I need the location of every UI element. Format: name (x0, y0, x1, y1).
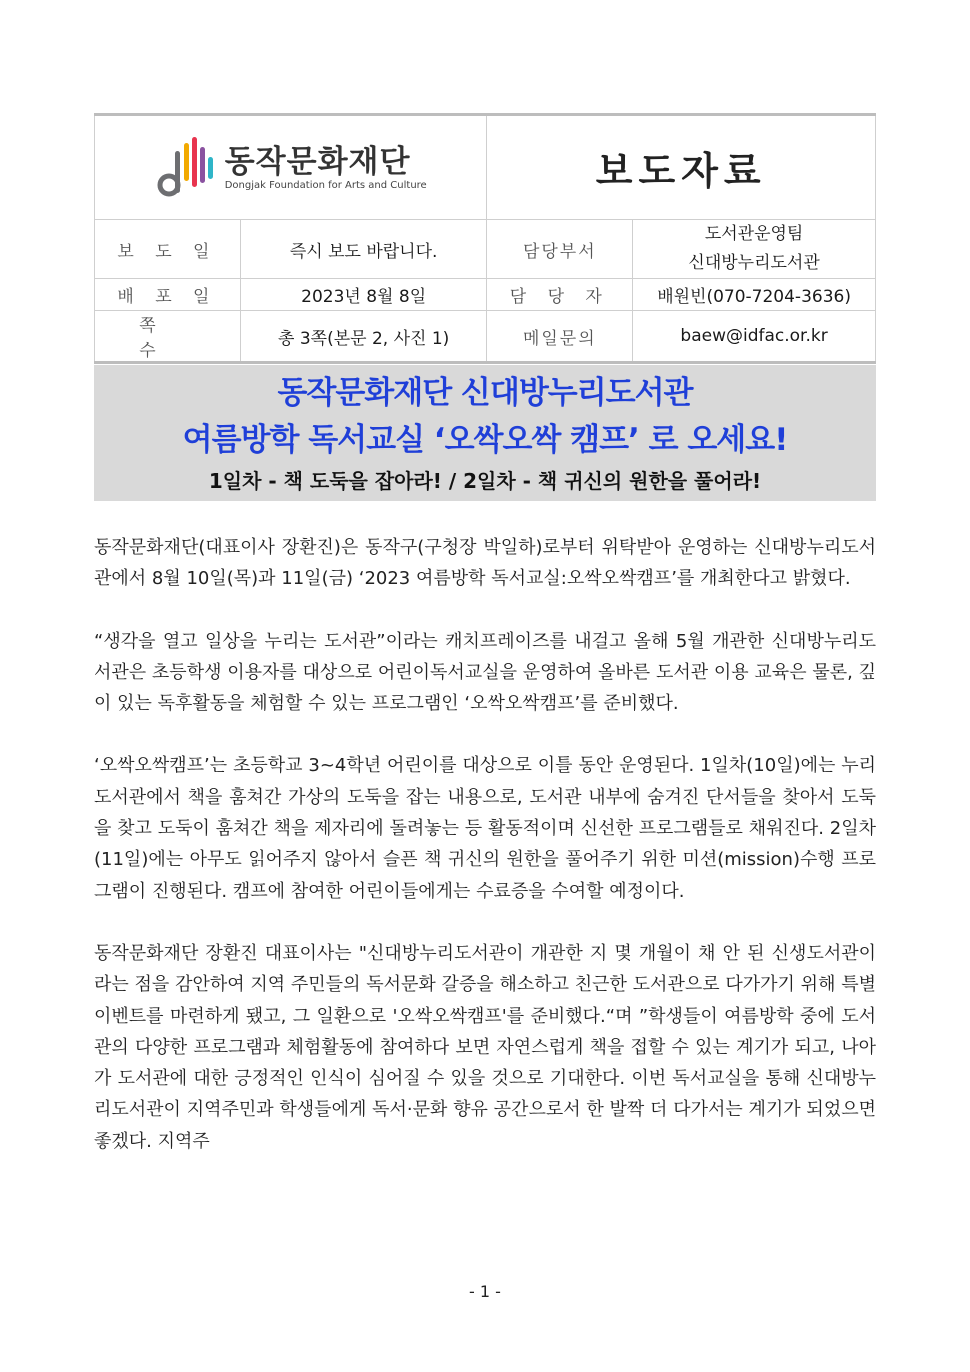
label-release: 보 도 일 (117, 241, 218, 262)
value-contact-person: 배원빈(070-7204-3636) (657, 287, 851, 307)
paragraph-2: “생각을 열고 일상을 누리는 도서관”이라는 캐치프레이즈를 내걸고 올해 5월 개관한 신대방누리도서관은 초등학생 이용자를 대상으로 어린이독서교실을 운영하여 올바른 도서관 이용 교육은 물론, 깊이 있는 독후활동을 체험할 수 있는 프로그램인 ‘오싹오싹캠프’를 준비했다. (94, 630, 876, 715)
value-email[interactable]: baew@idfac.or.kr (680, 326, 828, 346)
paragraph-1: 동작문화재단(대표이사 장환진)은 동작구(구청장 박일하)로부터 위탁받아 운영하는 신대방누리도서관에서 8월 10일(목)과 11일(금) ‘2023 여름방학 독서교실:오싹오싹캠프’를 개최한다고 밝혔다. (94, 537, 876, 590)
label-department: 담당부서 (522, 241, 597, 262)
label-pages: 쪽 수 (139, 316, 196, 361)
label-contact-person: 담 당 자 (509, 287, 610, 307)
value-pages: 총 3쪽(본문 2, 사진 1) (278, 328, 450, 349)
header-row-release-date (95, 220, 876, 279)
press-title: 보도자료 (595, 149, 767, 193)
press-header-table (94, 113, 876, 364)
paragraph-4: 동작문화재단 장환진 대표이사는 "신대방누리도서관이 개관한 지 몇 개월이 채 안 된 신생도서관이라는 점을 감안하여 지역 주민들의 독서문화 갈증을 해소하고 친근한 도서관으로 다가가기 위해 특별 이벤트를 마련하게 됐고, 그 일환으로 '오싹오싹캠프'를 준비했다.“며 ”학생들이 여름방학 중에 도서관의 다양한 프로그램과 체험활동에 참여하다 보면 자연스럽게 책을 접할 수 있는 계기가 되고, 나아가 도서관에 대한 긍정적인 인식이 심어질 수 있을 것으로 기대한다. 이번 독서교실을 통해 신대방누리도서관이 지역주민과 학생들에게 독서·문화 향유 공간으로서 한 발짝 더 다가서는 계기가 되었으면 좋겠다. 지역주 (94, 942, 876, 1152)
foundation-logo-icon (155, 133, 215, 203)
headline-subtitle: 1일차 - 책 도둑을 잡아라! / 2일차 - 책 귀신의 원한을 풀어라! (208, 469, 762, 493)
headline-line-2: 여름방학 독서교실 ‘오싹오싹 캠프’ 로 오세요! (182, 422, 788, 458)
label-email: 메일문의 (522, 328, 597, 349)
article-body (94, 532, 876, 1188)
header-row-pages (95, 311, 876, 363)
value-distribution: 2023년 8월 8일 (301, 287, 427, 307)
value-department-library: 신대방누리도서관 (688, 253, 820, 273)
press-title-cell (487, 115, 876, 220)
value-release: 즉시 보도 바랍니다. (289, 241, 438, 262)
logo-korean-name: 동작문화재단 (224, 144, 411, 180)
label-distribution: 배 포 일 (117, 287, 218, 307)
page-number: - 1 - (469, 1282, 501, 1301)
value-department-team: 도서관운영팀 (704, 224, 804, 244)
logo-cell (95, 115, 487, 220)
headline-line-1: 동작문화재단 신대방누리도서관 (277, 375, 693, 411)
logo-english-name: Dongjak Foundation for Arts and Culture (224, 180, 427, 191)
header-row-distribution-date (95, 279, 876, 311)
headline-box (94, 365, 876, 501)
paragraph-3: ‘오싹오싹캠프’는 초등학교 3~4학년 어린이를 대상으로 이틀 동안 운영된다. 1일차(10일)에는 누리도서관에서 책을 훔쳐간 가상의 도둑을 잡는 내용으로, 도서관 내부에 숨겨진 단서들을 찾아서 도둑을 찾고 도둑이 훔쳐간 책을 제자리에 돌려놓는 등 활동적이며 신선한 프로그램들로 채워진다. 2일차(11일)에는 아무도 읽어주지 않아서 슬픈 책 귀신의 원한을 풀어주기 위한 미션(mission)수행 프로그램이 진행된다. 캠프에 참여한 어린이들에게는 수료증을 수여할 예정이다. (94, 755, 876, 902)
